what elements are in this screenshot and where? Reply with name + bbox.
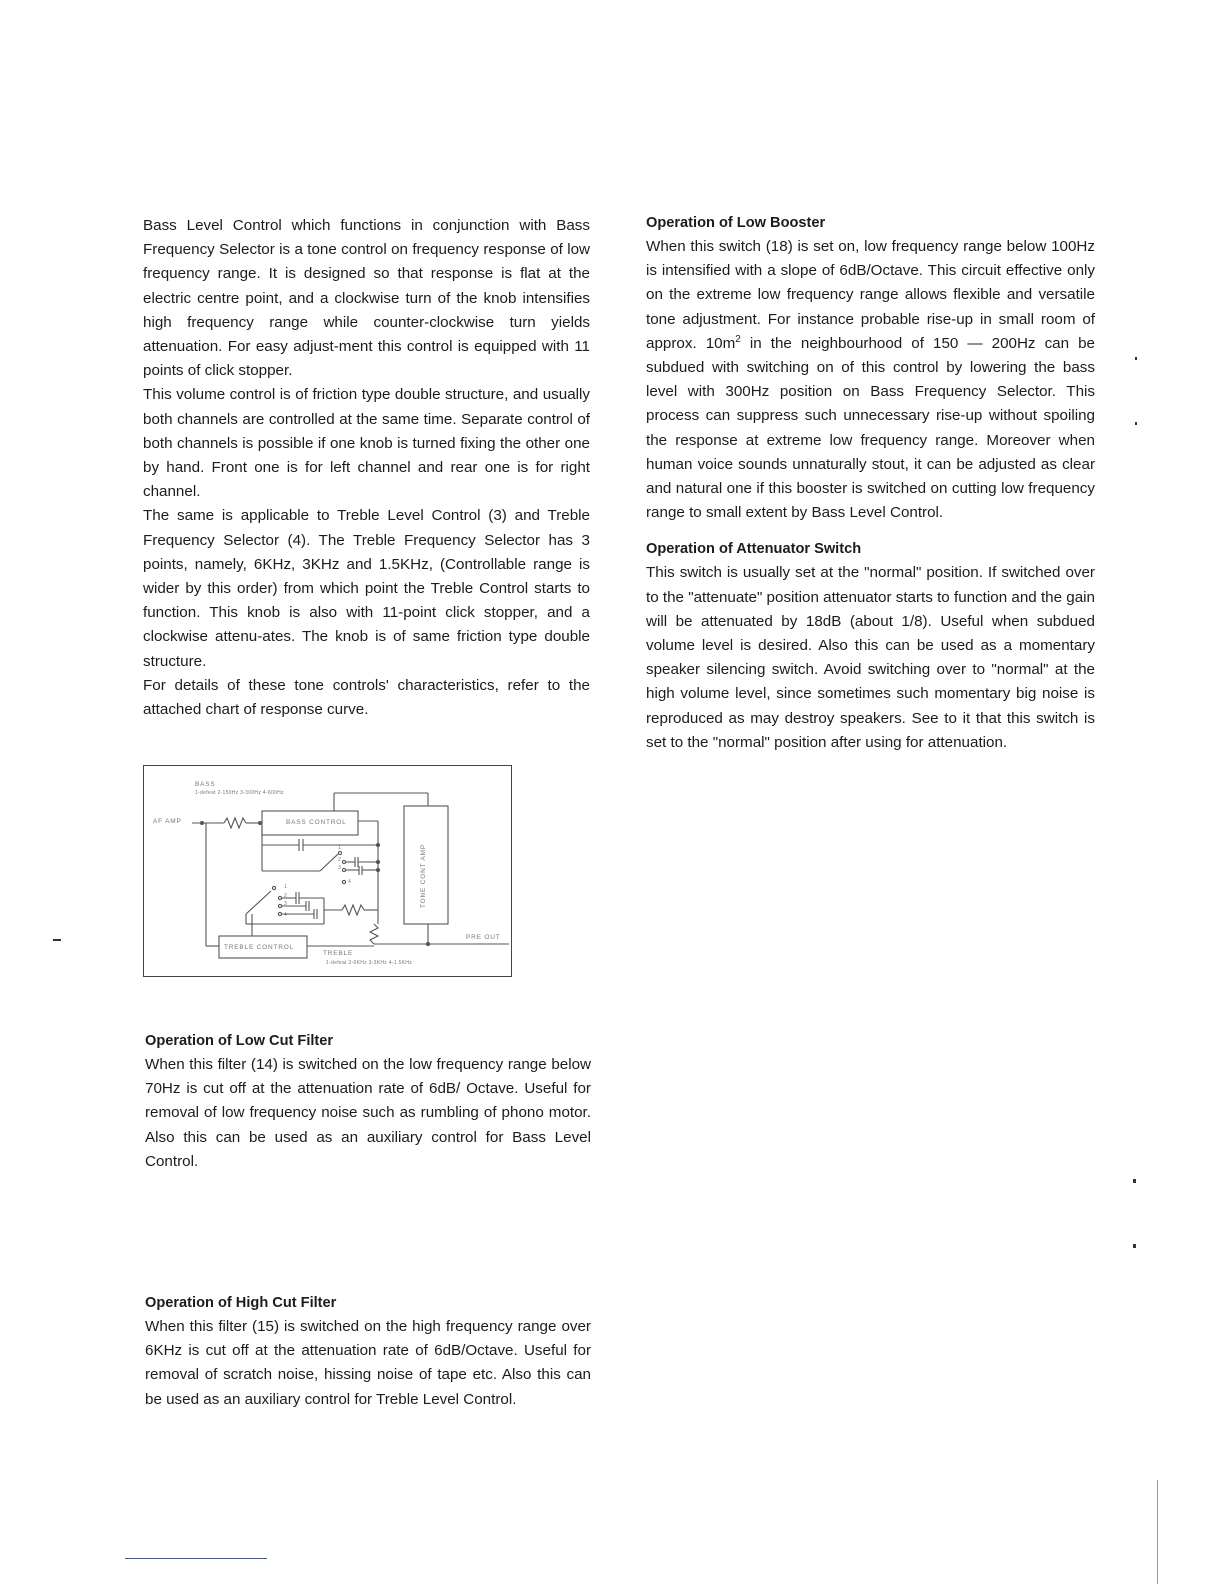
high-cut-body: When this filter (15) is switched on the high frequency range over 6KHz is cut off at the attenuation rate of 6dB/Octave. Useful for removal of scratch noise, hissing noise of tape etc. Also this can be used as an auxiliary control for Treble Level Control. — [145, 1318, 591, 1408]
attenuator-heading: Operation of Attenuator Switch — [646, 541, 862, 558]
bass-switch-point-4: 4 — [348, 879, 352, 885]
scan-speck — [1133, 1244, 1136, 1248]
footer-rule — [125, 1558, 267, 1559]
pre-out-label: PRE OUT — [466, 934, 501, 941]
af-amp-label: AF AMP — [153, 818, 182, 825]
attenuator-section — [646, 537, 1095, 755]
low-booster-body-start: When this switch (18) is set on, low frequency range below 100Hz is intensified with a slope of 6dB/Octave. This circuit effective only on the extreme low frequency range allows flexible and versatile tone adjustment. For instance probable rise-up in small room of approx. 10m — [646, 238, 1095, 352]
friction-control-paragraph: This volume control is of friction type double structure, and usually both channels are controlled at the same time. Separate control of both channels is possible if one knob is turned fixing the other one by hand. Front one is for left channel and rear one is for right channel. — [143, 386, 590, 501]
treble-switch-point-3: 3 — [284, 901, 288, 907]
low-booster-heading: Operation of Low Booster — [646, 215, 826, 231]
low-booster-body-end: in the neighbourhood of 150 — 200Hz can be subdued with switching on of this control by lowering the bass level with 300Hz position on Bass Frequency Selector. This process can suppress such unnecessary rise-up without spoiling the response at extreme low frequency range. Moreover when human voice sounds unnaturally stout, it can be adjusted as clear and natural one if this booster is switched on cutting low frequency range to small extent by Bass Level Control. — [646, 334, 1095, 522]
treble-switch-point-4: 4 — [284, 912, 288, 918]
bass-level-paragraph: Bass Level Control which functions in conjunction with Bass Frequency Selector is a tone control on frequency response of low frequency range. It is designed so that response is flat at the electric centre point, and a clockwise turn of the knob intensifies high frequency range while counter-clockwise turn yields attenuation. For easy adjust-ment this control is equipped with 11 points of click stopper. — [143, 217, 590, 380]
bass-switch-point-2: 2 — [338, 857, 342, 863]
response-curve-paragraph: For details of these tone controls' characteristics, refer to the attached chart of response curve. — [143, 676, 590, 719]
treble-control-label: TREBLE CONTROL — [224, 944, 295, 951]
bass-level-section — [143, 214, 590, 722]
attenuator-body: This switch is usually set at the "normal" position. If switched over to the "attenuate" position attenuator starts to function and the gain will be attenuated by 18dB (about 1/8). Useful when subdued volume level is desired. Also this can be used as a momentary speaker silencing switch. Avoid switching over to "normal" at the high volume level, since sometimes such momentary big noise is reproduced as may destroy speakers. See to it that this switch is set to the "normal" position after using for attenuation. — [646, 564, 1095, 751]
treble-positions: 1-defeat 2-6KHz 3-3KHz 4-1.5KHz — [326, 960, 413, 966]
tone-cont-amp-label: TONE CONT AMP — [420, 844, 427, 908]
scan-dash — [53, 939, 61, 941]
low-cut-body: When this filter (14) is switched on the low frequency range below 70Hz is cut off at the attenuation rate of 6dB/ Octave. Useful for removal of low frequency noise such as rumbling of phono motor. Also this can be used as an auxiliary control for Bass Level Control. — [145, 1056, 591, 1170]
treble-switch-point-2: 2 — [284, 893, 288, 899]
treble-label: TREBLE — [323, 950, 354, 957]
low-booster-section — [646, 211, 1095, 525]
circuit-schematic — [144, 766, 513, 978]
high-cut-filter-section — [145, 1291, 591, 1412]
scan-speck — [1135, 422, 1137, 425]
treble-level-paragraph: The same is applicable to Treble Level Control (3) and Treble Frequency Selector (4). The Treble Frequency Selector has 3 points, namely, 6KHz, 3KHz and 1.5KHz, (Controllable range is wider by this order) from which point the Treble Control starts to function. This knob is also with 11-point click stopper, and a clockwise attenu-ates. The knob is of same friction type double structure. — [143, 507, 590, 670]
low-cut-filter-section — [145, 1029, 591, 1174]
right-column — [646, 211, 1095, 755]
high-cut-heading: Operation of High Cut Filter — [145, 1295, 337, 1311]
squared-superscript: 2 — [735, 333, 741, 345]
tone-control-diagram — [143, 765, 512, 977]
bass-positions: 1-defeat 2-150Hz 3-300Hz 4-600Hz — [195, 790, 284, 796]
scan-speck — [1135, 357, 1137, 360]
bass-control-label: BASS CONTROL — [286, 819, 347, 826]
scan-speck — [1133, 1179, 1136, 1183]
treble-switch-point-1: 1 — [284, 884, 288, 890]
bass-switch-point-3: 3 — [338, 865, 342, 871]
bass-label: BASS — [195, 781, 216, 788]
scan-edge-line — [1157, 1480, 1158, 1584]
bass-switch-point-1: 1 — [338, 845, 342, 851]
low-cut-heading: Operation of Low Cut Filter — [145, 1033, 334, 1049]
low-booster-body — [646, 235, 1095, 525]
